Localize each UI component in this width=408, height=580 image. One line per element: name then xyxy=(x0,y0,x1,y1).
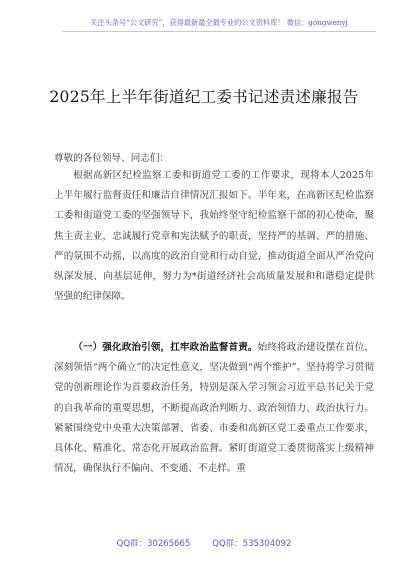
header-divider xyxy=(62,31,376,32)
document-title: 2025年上半年街道纪工委书记述责述廉报告 xyxy=(49,88,359,106)
promo-header: 关注头条号“公文研究”，获得最新最全最专业的公文资料库！ 微信：gongwenyj xyxy=(90,18,348,27)
section-1-paragraph xyxy=(54,338,374,479)
salutation: 尊敬的各位领导、同志们： xyxy=(54,153,170,164)
section-1-heading: （一）强化政治引领，扛牢政治监督首责。 xyxy=(73,342,258,353)
section-1-body: 始终将政治建设摆在首位，深刻领悟“两个确立”的决定性意义，坚决做到“两个维护”。坚持将学习贯彻党的创新理论作为首要政治任务，特别是深入学习领会习近平总书记关于党的自我革命的重要思想，不断提高政治判断力、政治领悟力、政治执行力。紧紧围绕党中央重大决策部署、省委、市委和高新区党工委重点工作要求，具体化、精准化、常态化开展政治监督。紧盯街道党工委贯彻落实上级精神情况，确保执行不偏向、不变通、不走样。重 xyxy=(54,342,375,475)
footer-qq-group-2: QQ群：535304092 xyxy=(212,539,292,549)
intro-paragraph: 根据高新区纪检监察工委和街道党工委的工作要求，现将本人2025年上半年履行监督责任和廉洁自律情况汇报如下。半年来，在高新区纪检监察工委和街道党工委的坚强领导下，我始终坚守纪检监察干部的初心使命，聚焦主责主业，忠诚履行党章和宪法赋予的职责，坚持严的基调、严的措施、严的氛围不动摇，以高度的政治自觉和行动自觉，推动街道全面从严治党向纵深发展、向基层延伸，努力为*街道经济社会高质量发展和和谐稳定提供坚强的纪律保障。 xyxy=(54,170,374,303)
footer-qq-group-1: QQ群：30265665 xyxy=(116,539,191,549)
footer xyxy=(0,537,408,549)
